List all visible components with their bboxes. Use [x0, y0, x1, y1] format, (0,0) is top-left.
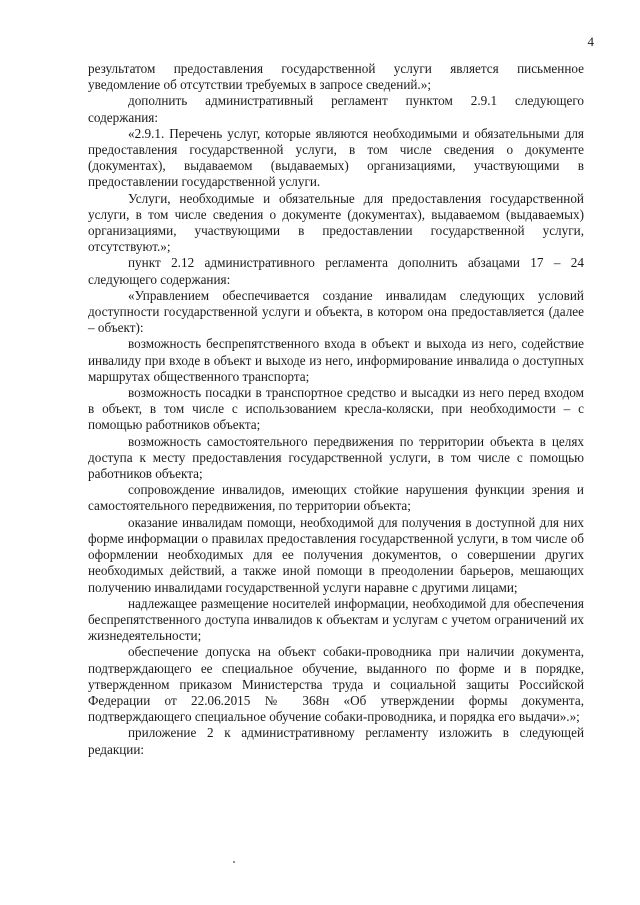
paragraph-assistance: оказание инвалидам помощи, необходимой для получения в доступной для них форме информации о правилах предоставления государственной услуги, в том числе об оформлении необходимых для ее получения документов, о совершении других необходимых действий, а также иной помощи в преодолении барьеров, мешающих получению инвалидами государственной услуги наравне с другими лицами; — [88, 514, 584, 595]
paragraph-point-2-12: пункт 2.12 административного регламента дополнить абзацами 17 – 24 следующего содержания: — [88, 255, 584, 287]
paragraph-independent-movement: возможность самостоятельного передвижения по территории объекта в целях доступа к месту предоставления государственной услуги, в том числе с помощью работников объекта; — [88, 433, 584, 482]
scan-speck — [233, 861, 235, 863]
paragraph-appendix-2: приложение 2 к административному регламенту изложить в следующей редакции: — [88, 725, 584, 757]
paragraph-vehicle-boarding: возможность посадки в транспортное средство и высадки из него перед входом в объект, в том числе с использованием кресла-коляски, при необходимости – с помощью работников объекта; — [88, 385, 584, 433]
paragraph-escort: сопровождение инвалидов, имеющих стойкие нарушения функции зрения и самостоятельного передвижения, по территории объекта; — [88, 482, 584, 514]
paragraph-information-carriers: надлежащее размещение носителей информации, необходимой для обеспечения беспрепятственного доступа инвалидов к объектам и услугам с учетом ограничений их жизнедеятельности; — [88, 595, 584, 644]
document-body — [88, 61, 584, 758]
paragraph-result-continuation: результатом предоставления государственной услуги является письменное уведомление об отсутствии требуемых в запросе сведений.»; — [88, 61, 584, 93]
page-number: 4 — [587, 34, 594, 49]
paragraph-guide-dog: обеспечение допуска на объект собаки-проводника при наличии документа, подтверждающего ее специальное обучение, выданного по форме и в порядке, утвержденном приказом Министерства труда и социальной защиты Российской Федерации от 22.06.2015 № 368н «Об утверждении формы документа, подтверждающего специальное обучение собаки-проводника, и порядка его выдачи».»; — [88, 644, 584, 725]
paragraph-add-2-9-1: дополнить административный регламент пунктом 2.9.1 следующего содержания: — [88, 93, 584, 125]
paragraph-accessibility-intro: «Управлением обеспечивается создание инвалидам следующих условий доступности государственной услуги и объекта, в котором она предоставляется (далее – объект): — [88, 287, 584, 336]
paragraph-2-9-1-list: «2.9.1. Перечень услуг, которые являются необходимыми и обязательными для предоставления государственной услуги, в том числе сведения о документе (документах), выдаваемом (выдаваемых) организациями, участвующими в предоставлении государственной услуги. — [88, 125, 584, 190]
paragraph-entry-exit: возможность беспрепятственного входа в объект и выхода из него, содействие инвалиду при входе в объект и выходе из него, информирование инвалида о доступных маршрутах общественного транспорта; — [88, 336, 584, 384]
paragraph-services-absent: Услуги, необходимые и обязательные для предоставления государственной услуги, в том числе сведения о документе (документах), выдаваемом (выдаваемых) организациями, участвующими в предоставлении государственной услуги, отсутствуют.»; — [88, 190, 584, 255]
